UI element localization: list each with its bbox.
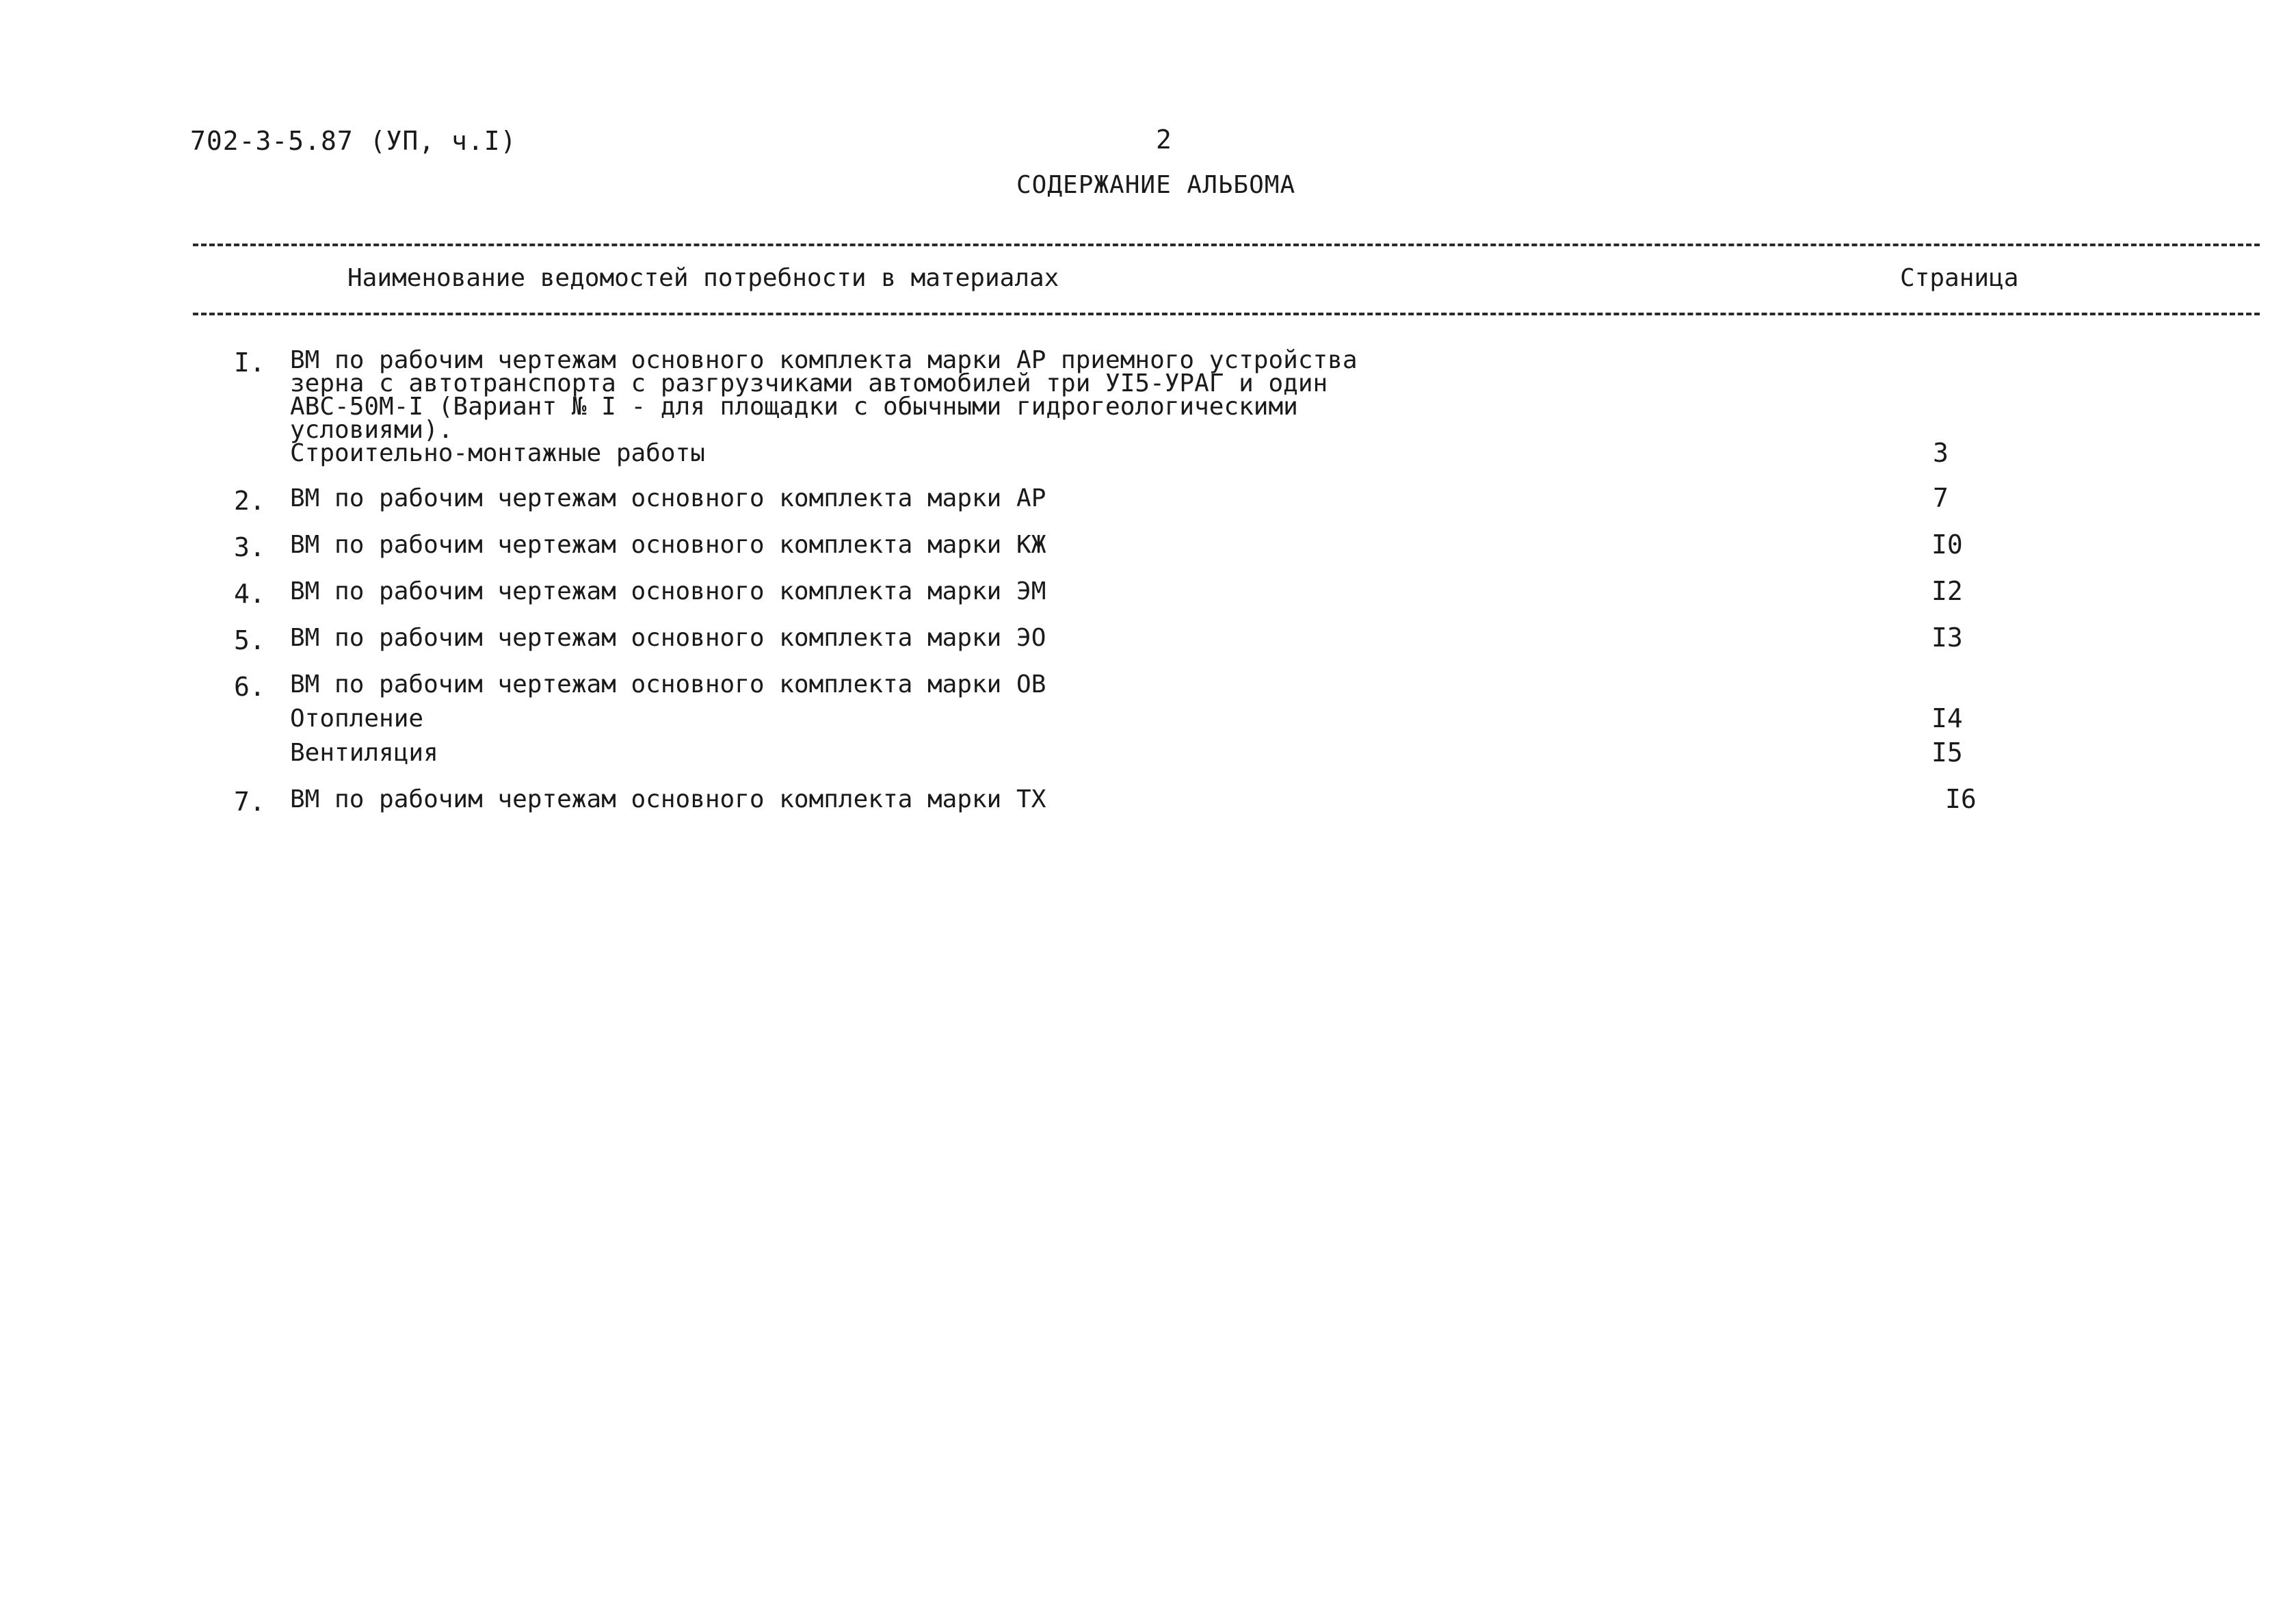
entry-line: условиями). <box>290 416 453 444</box>
entry-number: 6. <box>234 672 265 702</box>
entry-line: ВМ по рабочим чертежам основного комплекта марки ЭМ <box>290 577 1046 605</box>
entry-number: 7. <box>234 787 265 817</box>
entry-line: ВМ по рабочим чертежам основного комплекта марки ОВ <box>290 670 1046 698</box>
entry-number: 5. <box>234 625 265 655</box>
entry-line: зерна с автотранспорта с разгрузчиками автомобилей три УI5-УРАГ и один <box>290 369 1328 397</box>
entry-page: I4 <box>1931 703 1963 733</box>
doc-code: 702-3-5.87 (УП, ч.I) <box>190 126 517 156</box>
entry-line: ВМ по рабочим чертежам основного комплекта марки АР приемного устройства <box>290 346 1358 374</box>
entry-number: 2. <box>234 486 265 516</box>
entry-page: I2 <box>1931 576 1963 606</box>
entry-page: I6 <box>1945 784 1977 814</box>
column-header-name: Наименование ведомостей потребности в материалах <box>347 264 1059 292</box>
document-title: СОДЕРЖАНИЕ АЛЬБОМА <box>1016 171 1296 199</box>
entry-page: I3 <box>1931 623 1963 653</box>
entry-number: 3. <box>234 532 265 562</box>
column-header-page: Страница <box>1900 264 2019 292</box>
entry-line: ВМ по рабочим чертежам основного комплекта марки АР <box>290 484 1046 512</box>
entry-page: I5 <box>1931 737 1963 768</box>
table-rule-bottom <box>193 313 2260 315</box>
subitem-label: Вентиляция <box>290 739 438 767</box>
entry-number: 4. <box>234 579 265 609</box>
entry-page: 7 <box>1933 483 1949 513</box>
entry-line: Строительно-монтажные работы <box>290 439 705 467</box>
entry-line: АВС-50М-I (Вариант № I - для площадки с обычными гидрогеологическими <box>290 393 1298 421</box>
entry-line: ВМ по рабочим чертежам основного комплекта марки КЖ <box>290 531 1046 559</box>
entry-page: I0 <box>1931 529 1963 560</box>
entry-number: I. <box>234 348 265 378</box>
entry-page: 3 <box>1933 438 1949 468</box>
page-number: 2 <box>1156 125 1172 155</box>
subitem-label: Отопление <box>290 705 424 733</box>
table-rule-top <box>193 244 2260 246</box>
entry-line: ВМ по рабочим чертежам основного комплекта марки ЭО <box>290 624 1046 652</box>
entry-line: ВМ по рабочим чертежам основного комплекта марки ТХ <box>290 785 1046 813</box>
